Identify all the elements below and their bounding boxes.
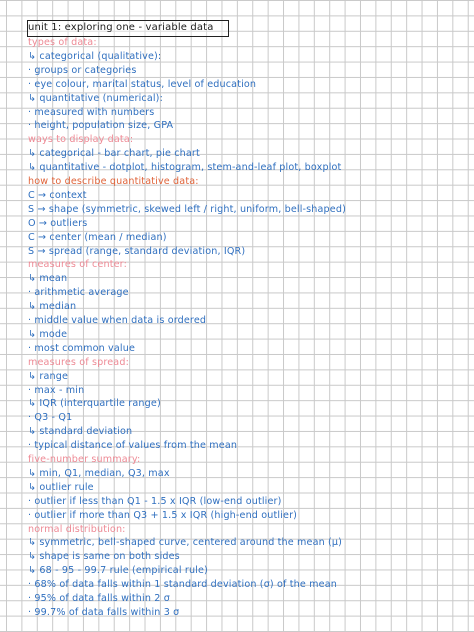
note-line: ↳ median	[28, 301, 77, 313]
note-line: ↳ min, Q1, median, Q3, max	[28, 467, 170, 479]
section-heading: measures of center:	[28, 259, 127, 271]
section-heading: ways to display data:	[28, 134, 134, 146]
note-line: · height, population size, GPA	[28, 120, 174, 132]
note-line: ↳ IQR (interquartile range)	[28, 398, 161, 410]
note-line: · arithmetic average	[28, 287, 129, 299]
note-line: C → center (mean / median)	[28, 231, 167, 243]
note-line: ↳ range	[28, 370, 69, 382]
note-line: · eye colour, marital status, level of education	[28, 78, 257, 90]
note-line: ↳ standard deviation	[28, 426, 133, 438]
note-line: S → shape (symmetric, skewed left / right, uniform, bell-shaped)	[28, 203, 346, 215]
note-line: · typical distance of values from the mean	[28, 440, 238, 452]
note-line: ↳ categorical - bar chart, pie chart	[28, 148, 200, 160]
note-line: ↳ quantitative - dotplot, histogram, stem-and-leaf plot, boxplot	[28, 162, 342, 174]
note-line: · Q3 - Q1	[28, 412, 73, 424]
note-line: ↳ quantitative (numerical):	[28, 92, 163, 104]
note-line: · 99.7% of data falls within 3 σ	[28, 606, 180, 618]
note-line: · most common value	[28, 342, 136, 354]
note-line: · groups or categories	[28, 64, 137, 76]
note-line: O → outliers	[28, 217, 88, 229]
note-line: · outlier if more than Q3 + 1.5 x IQR (high-end outlier)	[28, 509, 298, 521]
note-line: ↳ outlier rule	[28, 481, 94, 493]
note-line: ↳ mode	[28, 328, 68, 340]
section-heading: five-number summary:	[28, 454, 141, 465]
note-line: ↳ mean	[28, 273, 68, 285]
note-line: · 68% of data falls within 1 standard deviation (σ) of the mean	[28, 579, 337, 591]
note-line: ↳ shape is same on both sides	[28, 551, 180, 563]
note-line: · 95% of data falls within 2 σ	[28, 593, 170, 604]
section-heading: how to describe quantitative data:	[28, 176, 199, 187]
note-line: · measured with numbers	[28, 106, 155, 118]
note-line: ↳ categorical (qualitative):	[28, 50, 162, 62]
note-line: S → spread (range, standard deviation, IQR)	[28, 245, 246, 257]
section-heading: normal distribution:	[28, 523, 126, 535]
note-line: · outlier if less than Q1 - 1.5 x IQR (low-end outlier)	[28, 495, 282, 507]
note-line: ↳ symmetric, bell-shaped curve, centered around the mean (μ)	[28, 537, 343, 549]
note-line: · middle value when data is ordered	[28, 315, 207, 326]
section-heading: measures of spread:	[28, 356, 129, 368]
note-line: · max - min	[28, 384, 85, 396]
note-line: C → context	[28, 189, 87, 201]
page-title: unit 1: exploring one - variable data	[28, 22, 214, 33]
section-heading: types of data:	[28, 37, 97, 48]
note-line: ↳ 68 - 95 - 99.7 rule (empirical rule)	[28, 565, 208, 577]
